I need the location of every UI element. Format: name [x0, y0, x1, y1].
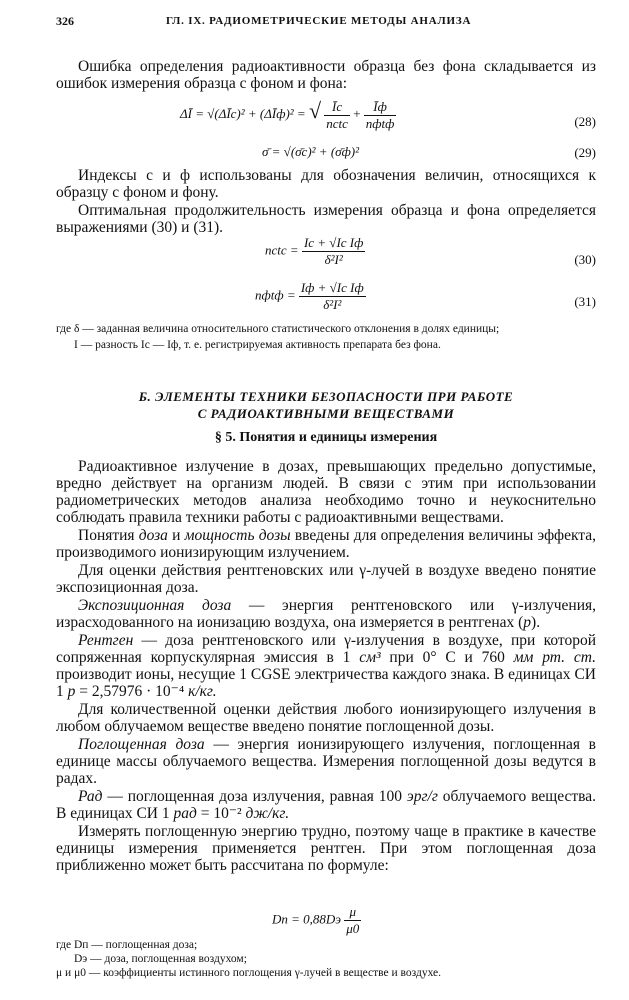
note-De: Dэ — доза, поглощенная воздухом; — [74, 953, 247, 965]
section-title: Б. ЭЛЕМЕНТЫ ТЕХНИКИ БЕЗОПАСНОСТИ ПРИ РАБОТЕ С РАДИОАКТИВНЫМИ ВЕЩЕСТВАМИ — [138, 389, 514, 421]
equation-30-number: (30) — [574, 252, 596, 267]
intro-paragraph: Ошибка определения радиоактивности образца без фона складывается из ошибок измерения образца с фоном и фона: — [56, 58, 596, 92]
note-I: I — разность Ic — Iф, т. е. регистрируемая активность препарата без фона. — [74, 339, 441, 351]
note-delta: где δ — заданная величина относительного статистического отклонения в долях единицы; — [56, 323, 500, 335]
paragraph-9: Измерять поглощенную энергию трудно, поэтому чаще в практике в качестве единицы измерения применяется рентген. При этом поглощенная доза приближенно может быть рассчитана по формуле: — [56, 823, 596, 874]
paragraph-8: Рад — поглощенная доза излучения, равная 100 эрг/г облучаемого вещества. В единицах СИ 1 рад = 10⁻² дж/кг. — [56, 788, 597, 822]
running-title: ГЛ. IX. РАДИОМЕТРИЧЕСКИЕ МЕТОДЫ АНАЛИЗА — [166, 15, 472, 27]
equation-29: σ̄ = √(σ̄c)² + (σ̄ф)² — [262, 144, 360, 159]
final-notes — [56, 938, 596, 980]
note-Dp: где Dп — поглощенная доза; — [56, 939, 198, 951]
indices-paragraph: Индексы с и ф использованы для обозначения величин, относящихся к образцу с фоном и фону. — [56, 167, 596, 201]
paragraph-4: Экспозиционная доза — энергия рентгеновского или γ-излучения, израсходованного на ионизацию воздуха, она измеряется в рентгенах (р). — [56, 597, 596, 631]
equation-notes — [56, 322, 596, 352]
equation-31: nфtф = $\frac{\text{Iф + √Ic Iф}}{\text{δ²I²}}$ — [255, 280, 364, 312]
equation-28: ΔĪ = √(ΔĪc)² + (ΔĪф)² = √ $\frac{Īc}{\text{nctc}}$ + $\frac{Īф}{\text{nфtф}}$ — [180, 98, 395, 131]
equation-30: nctc = $\frac{\text{Ic + √Ic Iф}}{\text{δ²I²}}$ — [265, 235, 364, 267]
optimal-paragraph: Оптимальная продолжительность измерения образца и фона определяется выражениями (30) и (31). — [56, 202, 596, 236]
paragraph-2: Понятия доза и мощность дозы введены для определения величины эффекта, производимого ионизирующим излучением. — [56, 527, 596, 561]
page-number: 326 — [56, 14, 74, 28]
paragraph-5: Рентген — доза рентгеновского или γ-излучения в воздухе, при которой сопряженная корпускулярная эмиссия в 1 см³ при 0° C и 760 мм рт. ст. производит ионы, несущие 1 CGSE электричества каждого знака. В единицах СИ 1 р = 2,57976 · 10⁻⁴ к/кг. — [56, 632, 597, 700]
paragraph-3: Для оценки действия рентгеновских или γ-лучей в воздухе введено понятие экспозиционная доза. — [56, 562, 596, 596]
paragraph-6: Для количественной оценки действия любого ионизирующего излучения в любом облучаемом веществе введено понятие поглощенной дозы. — [56, 701, 596, 735]
subsection-title: § 5. Понятия и единицы измерения — [214, 430, 438, 445]
paragraph-7: Поглощенная доза — энергия ионизирующего излучения, поглощенная в единице массы облучаемого вещества. Измерения поглощенной дозы ведутся в радах. — [56, 736, 596, 787]
equation-absorbed-dose: Dп = 0,88Dэ $\frac{\mu}{\mu 0}$ — [272, 904, 360, 936]
equation-29-number: (29) — [574, 145, 596, 160]
equation-28-number: (28) — [574, 114, 596, 129]
paragraph-1: Радиоактивное излучение в дозах, превышающих предельно допустимые, вредно действует на организм людей. В связи с этим при использовании радиометрических методов анализа необходимо точно и неукоснительно соблюдать правила техники работы с радиоактивными веществами. — [56, 458, 596, 526]
body-text — [56, 458, 596, 874]
equation-31-number: (31) — [574, 294, 596, 309]
note-mu: μ и μ0 — коэффициенты истинного поглощения γ-лучей в веществе и воздухе. — [56, 967, 442, 979]
